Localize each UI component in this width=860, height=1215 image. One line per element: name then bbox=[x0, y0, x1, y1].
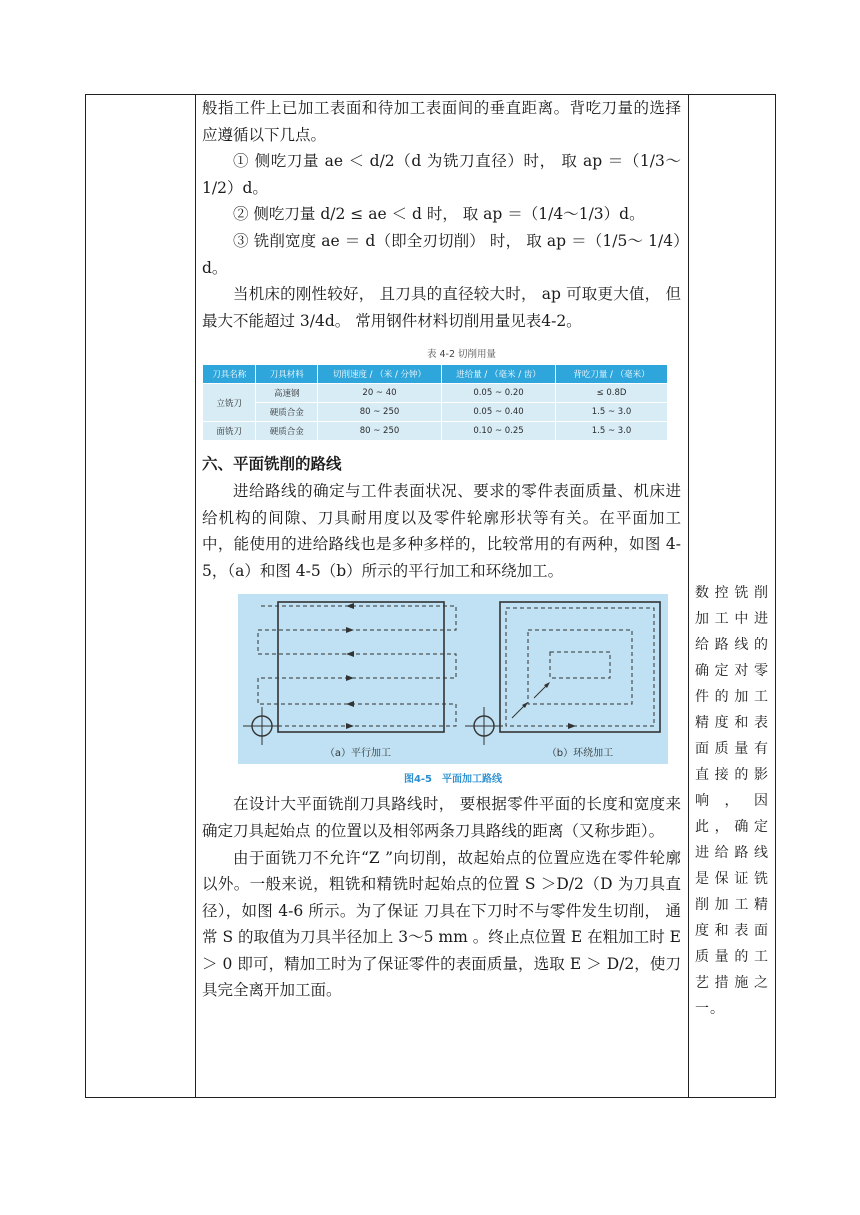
figure-label-a: （a）平行加工 bbox=[324, 748, 392, 760]
table-cell: 1.5 ~ 3.0 bbox=[556, 422, 668, 441]
paragraph-depth-intro: 般指工件上已加工表面和待加工表面间的垂直距离。背吃刀量的选择应遵循以下几点。 bbox=[202, 99, 681, 144]
lesson-plan-table bbox=[85, 94, 776, 1098]
table-cell: 80 ~ 250 bbox=[317, 422, 441, 441]
section-heading: 六、平面铣削的路线 bbox=[202, 455, 342, 474]
figure-background bbox=[238, 594, 668, 764]
table-header: 切削速度 / （米 / 分钟） bbox=[317, 365, 441, 384]
table-cell: 高速钢 bbox=[256, 384, 318, 403]
figure-caption: 图4-5 平面加工路线 bbox=[403, 774, 503, 786]
cutting-parameters-table bbox=[202, 364, 668, 441]
paragraph-rule-1: ① 侧吃刀量 ae ＜ d/2（d 为铣刀直径）时， 取 ap ＝（1/3～ 1/2）d。 bbox=[202, 152, 681, 197]
table-cell: ≤ 0.8D bbox=[556, 384, 668, 403]
table-row bbox=[203, 422, 668, 441]
table-row bbox=[203, 403, 668, 422]
table-cell: 面铣刀 bbox=[203, 422, 256, 441]
content-column bbox=[195, 95, 688, 1004]
paragraph-feed-route: 进给路线的确定与工件表面状况、要求的零件表面质量、机床进给机构的间隙、刀具耐用度以及零件轮廓形状等有关。在平面加工中，能使用的进给路线也是多种多样的，比较常用的有两种，如图 4-5，（a）和图 4-5（b）所示的平行加工和环绕加工。 bbox=[202, 481, 681, 580]
paragraph-rule-3: ③ 铣削宽度 ae ＝ d（即全刃切削） 时， 取 ap ＝（1/5～ 1/4）d。 bbox=[202, 231, 681, 277]
table-cell: 80 ~ 250 bbox=[317, 403, 441, 422]
table-cell: 硬质合金 bbox=[256, 403, 318, 422]
side-note: 数控铣削加工中进给路线的确定对零件的加工精度和表面质量有直接的影响，因此，确定进给路线是保证铣削加工精度和表面质量的工艺措施之一。 bbox=[695, 585, 769, 1017]
table-cell: 0.05 ~ 0.20 bbox=[442, 384, 556, 403]
table-cell: 硬质合金 bbox=[256, 422, 318, 441]
table-header: 进给量 / （毫米 / 齿） bbox=[442, 365, 556, 384]
table-cell: 立铣刀 bbox=[203, 384, 256, 422]
table-header-row bbox=[203, 365, 668, 384]
figure-label-b: （b）环绕加工 bbox=[546, 748, 614, 760]
paragraph-start-point: 由于面铣刀不允许“Z ”向切削，故起始点的位置应选在零件轮廓以外。一般来说，粗铣和精铣时起始点的位置 S ＞D/2（D 为刀具直径），如图 4-6 所示。为了保证 刀具在下刀时不与零件发生切削， 通常 S 的取值为刀具半径加上 3～5 mm 。终止点位置 E 在粗加工时 E ＞ 0 即可，精加工时为了保证零件的表面质量，选取 E ＞ D/2，使刀具完全离开加工面。 bbox=[202, 848, 681, 1000]
table-header: 刀具材料 bbox=[256, 365, 318, 384]
table-cell: 0.05 ~ 0.40 bbox=[442, 403, 556, 422]
table-row bbox=[203, 384, 668, 403]
side-note-column bbox=[689, 580, 775, 1022]
table-cell: 1.5 ~ 3.0 bbox=[556, 403, 668, 422]
paragraph-rule-2: ② 侧吃刀量 d/2 ≤ ae ＜ d 时， 取 ap ＝（1/4～1/3）d。 bbox=[233, 205, 645, 224]
milling-path-diagram bbox=[238, 594, 668, 764]
table-header: 刀具名称 bbox=[203, 365, 256, 384]
paragraph-path-design: 在设计大平面铣削刀具路线时， 要根据零件平面的长度和宽度来确定刀具起始点 的位置以及相邻两条刀具路线的距离（又称步距）。 bbox=[202, 795, 681, 840]
table-4-2 bbox=[202, 346, 681, 441]
paragraph-rigidity: 当机床的刚性较好， 且刀具的直径较大时， ap 可取更大值， 但最大不能超过 3/4d。 常用钢件材料切削用量见表4-2。 bbox=[202, 285, 681, 330]
table-caption: 表 4-2 切削用量 bbox=[426, 349, 497, 361]
table-cell: 20 ~ 40 bbox=[317, 384, 441, 403]
table-header: 背吃刀量 / （毫米） bbox=[556, 365, 668, 384]
table-cell: 0.10 ~ 0.25 bbox=[442, 422, 556, 441]
figure-4-5 bbox=[238, 594, 668, 785]
